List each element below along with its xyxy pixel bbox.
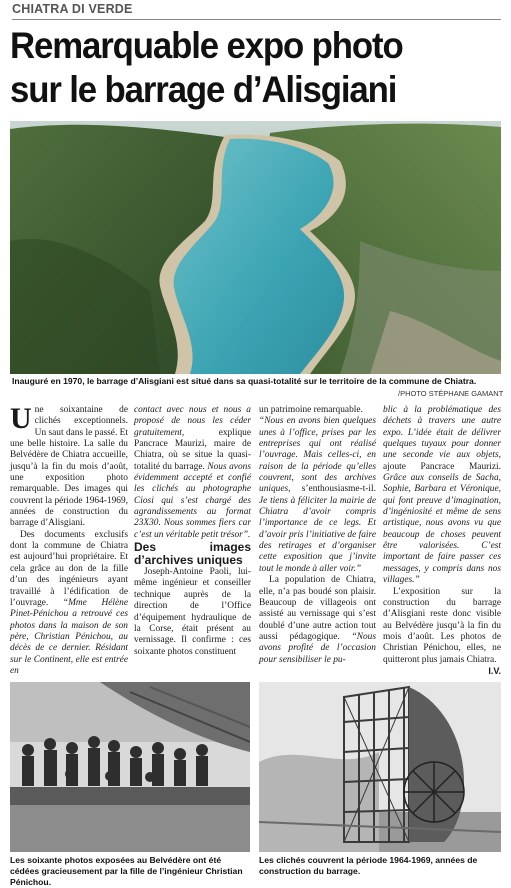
article-paragraph: L’exposition sur la construction du barrage d’Alisgiani reste donc visible au Belvédère jusqu’à la fin du mois d’août. Les photos de Christian Pénichou, elles, ne quitteront plus jamais Chiatra. I.V. <box>383 586 501 676</box>
article-column-3 <box>259 405 376 666</box>
article-paragraph: Des documents exclusifs dont la commune de Chiatra est aujourd’hui propriétaire. Et cela grâce au don de la fille d’un des ingénieurs ayant travaillé à l’édification de l’ouvrage. “Mme Hélène Pinet-Pénichou a retrouvé ces photos dans la maison de son père, Christian Pénichou, au décès de ce dernier. Résidant sur le Continent, elle est entrée en <box>10 529 128 676</box>
article-paragraph: blic à la problématique des déchets à travers une autre expo. L’idée était de délivrer quelques tuyaux pour donner une seconde vie aux objets, ajoute Pancrace Maurizi. Grâce aux conseils de Sacha, Sophie, Barbara et Véronique, qui font preuve d’imagination, d’ingéniosité et même de sens artistique, nous avons vu que beaucoup de choses peuvent être valorisées. C’est important de faire passer ces messages, y compris dans nos villages.” <box>383 405 501 586</box>
article-paragraph: La population de Chiatra, elle, n’a pas boudé son plaisir. Beaucoup de villageois ont assisté au vernissage qui s’est doublé d’une autre action tout aussi pédagogique. “Nous avons profité de l’occasion pour sensibiliser le pu- <box>259 575 376 665</box>
article-subheading: Des images d’archives uniques <box>134 540 251 568</box>
article-paragraph: contact avec nous et nous a proposé de nous les céder gratuitement, explique Pancrace Maurizi, maire de Chiatra, où se situe la quasi-totalité du barrage. Nous avons évidemment accepté et confié les clichés au photographe Ciosi qui s’est chargé des agrandissements au format 23X30. Nous sommes fiers car c’est un véritable petit trésor”. <box>134 405 251 540</box>
drop-cap: U <box>10 402 32 435</box>
article-column-1 <box>10 402 128 677</box>
dam-construction-image <box>259 682 501 852</box>
workers-photo-caption: Les soixante photos exposées au Belvédère ont été cédées gracieusement par la fille de l’ingénieur Christian Pénichou. <box>10 855 243 887</box>
article-paragraph: un patrimoine remarquable. <box>259 405 363 415</box>
headline-line-1: Remarquable expo photo <box>10 25 403 66</box>
photo-credit: /PHOTO STÉPHANE GAMANT <box>398 389 504 398</box>
workers-group-image <box>10 682 250 852</box>
article-column-4 <box>383 405 501 676</box>
rubric-divider <box>12 19 501 20</box>
article-paragraph: Joseph-Antoine Paoli, lui-même ingénieur et conseiller technique auprès de la direction de l’Office d’équipement hydraulique de la Corse, était présent au vernissage. Il confirme : ces soixante photos constituent <box>134 567 251 657</box>
reservoir-aerial-image <box>10 121 501 374</box>
article-column-2 <box>134 405 251 658</box>
workers-archive-photo <box>10 682 250 852</box>
main-photo-caption: Inauguré en 1970, le barrage d’Alisgiani est situé dans sa quasi-totalité sur le territoire de la commune de Chiatra. <box>12 376 477 386</box>
main-photo <box>10 121 501 374</box>
article-intro-paragraph: Une soixantaine de clichés exceptionnels. Un saut dans le passé. Et une belle histoire. La salle du Belvédère de Chiatra accueille, jusqu’à la fin du mois d’août, une exposition photo remarquable. Des images qui couvrent la période 1964-1969, années de construction du barrage d’Alisgiani. <box>10 402 128 529</box>
author-signature: I.V. <box>488 665 501 676</box>
article-headline <box>10 24 472 112</box>
construction-photo-caption: Les clichés couvrent la période 1964-1969, années de construction du barrage. <box>259 855 478 876</box>
construction-archive-photo <box>259 682 501 852</box>
article-paragraph: “Nous en avons bien quelques unes à l’office, prises par les entreprises qui ont réalisé l’ouvrage. Mais celles-ci, en raison de la période qu’elles couvrent, sont des archives uniques, s’enthousiasme-t-il. Je tiens à féliciter la mairie de Chiatra d’avoir compris l’importance de ce legs. Et d’avoir pris l’initiative de faire des retirages et d’organiser cette exposition que j’invite tout le monde à aller voir.” <box>259 416 376 574</box>
section-rubric: CHIATRA DI VERDE <box>12 2 133 16</box>
headline-line-2: sur le barrage d’Alisgiani <box>10 69 397 110</box>
